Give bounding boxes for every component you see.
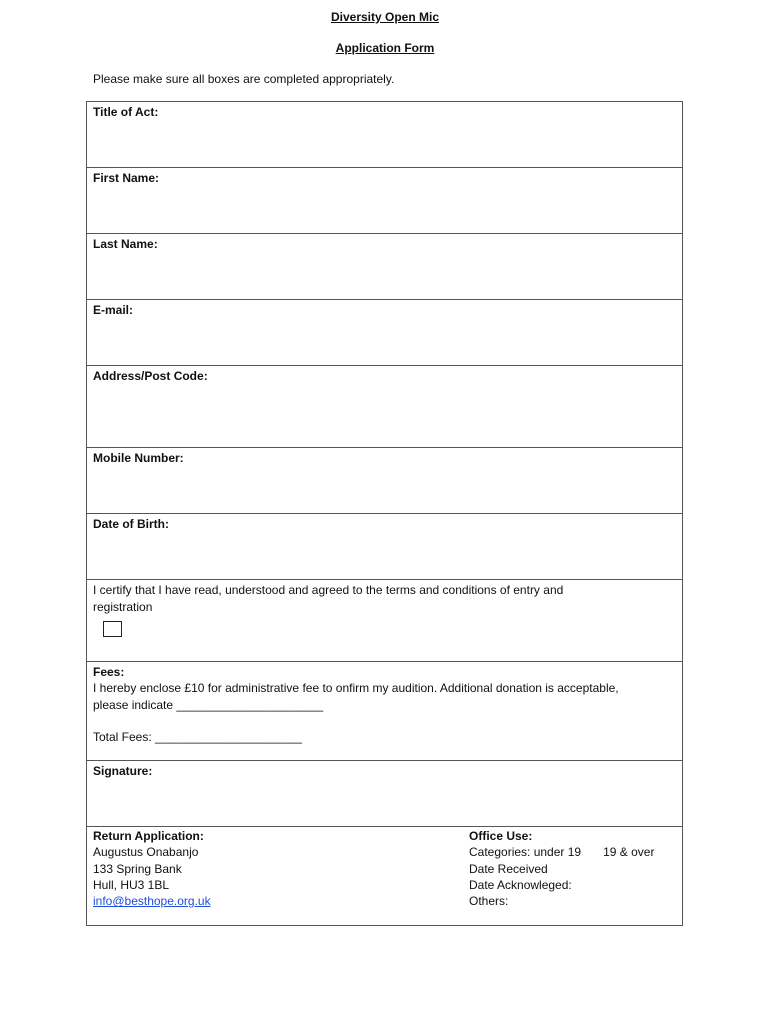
first-name-label: First Name:	[93, 171, 160, 185]
mobile-number-label: Mobile Number:	[93, 451, 184, 465]
first-name-field[interactable]	[87, 168, 682, 234]
return-application-label: Return Application:	[93, 829, 204, 843]
signature-field[interactable]	[87, 761, 682, 827]
email-field[interactable]	[87, 300, 682, 366]
contact-city: Hull, HU3 1BL	[93, 877, 170, 892]
fees-section	[87, 662, 682, 761]
fees-text: I hereby enclose £10 for administrative fee to onfirm my audition. Additional donation is acceptable,	[93, 681, 619, 695]
application-form	[86, 101, 683, 926]
certify-section	[87, 580, 682, 662]
page-title: Diversity Open Mic	[330, 10, 440, 24]
certify-text: I certify that I have read, understood and agreed to the terms and conditions of entry and registration	[93, 583, 564, 614]
mobile-number-field[interactable]	[87, 448, 682, 514]
office-use-label: Office Use:	[469, 829, 533, 843]
others: Others:	[469, 894, 509, 909]
certify-checkbox[interactable]	[103, 621, 122, 637]
title-of-act-label: Title of Act:	[93, 105, 159, 119]
return-application-block	[93, 828, 211, 909]
title-of-act-field[interactable]	[87, 102, 682, 168]
footer-section	[87, 827, 682, 925]
address-field[interactable]	[87, 366, 682, 448]
date-of-birth-field[interactable]	[87, 514, 682, 580]
office-use-block	[469, 828, 654, 909]
contact-street: 133 Spring Bank	[93, 861, 182, 876]
contact-name: Augustus Onabanjo	[93, 845, 199, 860]
last-name-label: Last Name:	[93, 237, 158, 251]
total-fees-input[interactable]: Total Fees: ______________________	[93, 730, 302, 744]
categories-under-19: Categories: under 19	[469, 845, 582, 860]
last-name-field[interactable]	[87, 234, 682, 300]
categories-19-over: 19 & over	[603, 845, 655, 860]
donation-input[interactable]: please indicate ______________________	[93, 697, 324, 712]
categories-line	[469, 844, 654, 860]
date-of-birth-label: Date of Birth:	[93, 517, 169, 531]
address-label: Address/Post Code:	[93, 369, 208, 383]
date-received: Date Received	[469, 861, 548, 876]
signature-label: Signature:	[93, 764, 153, 778]
page-subtitle: Application Form	[335, 41, 435, 55]
date-acknowledged: Date Acknowleged:	[469, 877, 572, 892]
email-label: E-mail:	[93, 303, 134, 317]
contact-email-link[interactable]: info@besthope.org.uk	[93, 894, 211, 909]
instructions: Please make sure all boxes are completed appropriately.	[93, 72, 395, 86]
fees-label: Fees:	[93, 665, 125, 679]
